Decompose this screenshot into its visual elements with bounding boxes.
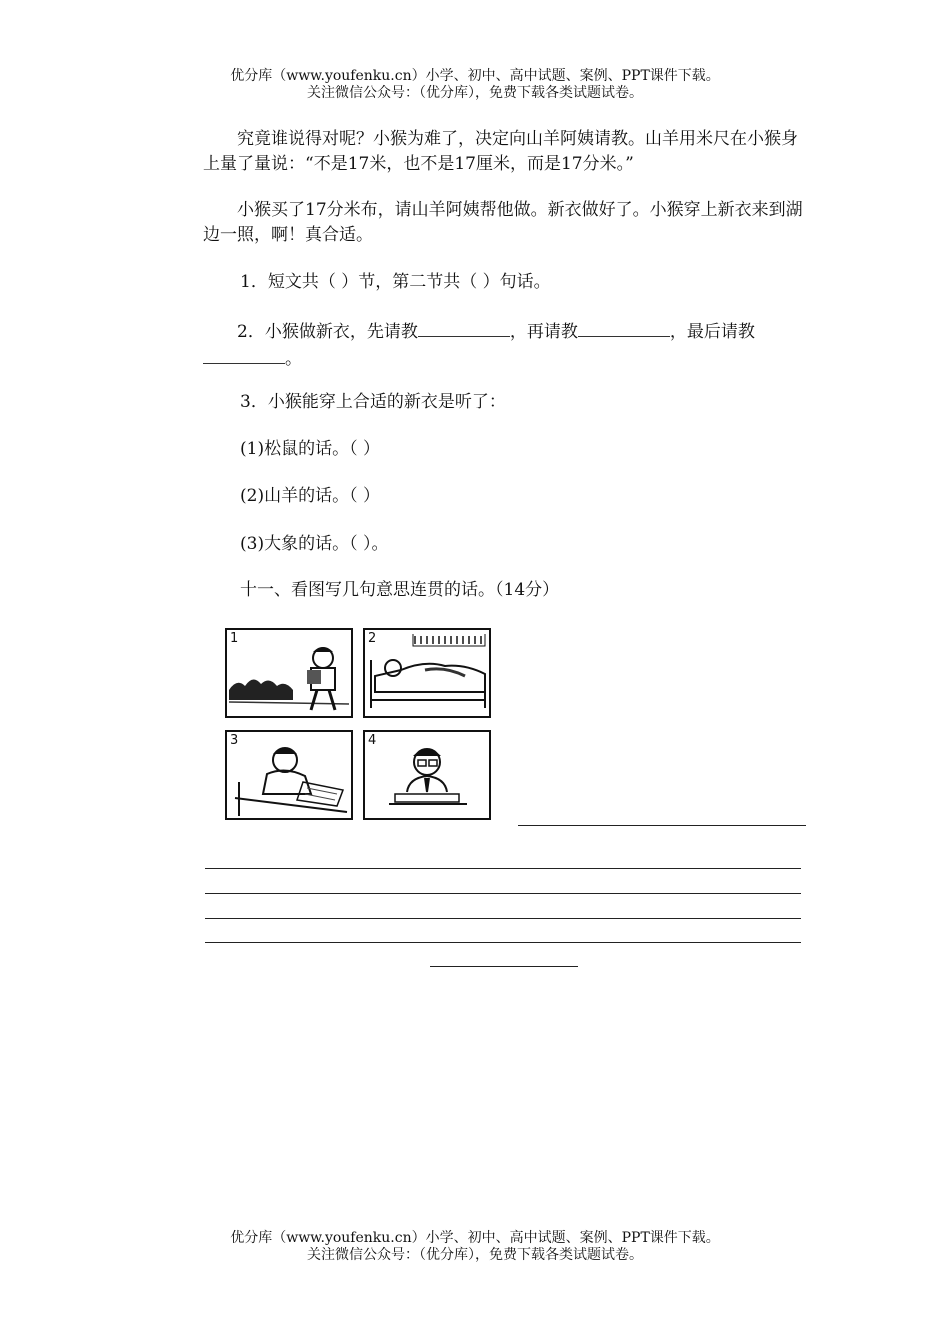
answer-blank-1[interactable] (418, 318, 510, 337)
picture-panel-3 (225, 730, 353, 820)
picture-panel-1 (225, 628, 353, 718)
footer-line-1: 优分库（www.youfenku.cn）小学、初中、高中试题、案例、PPT课件下载。 (230, 1230, 720, 1246)
boy-writing-icon (227, 732, 351, 818)
writing-line-6[interactable] (430, 966, 578, 967)
boy-walking-icon (227, 630, 351, 716)
option-2: (2)山羊的话。（ ） (240, 486, 380, 506)
writing-line-5[interactable] (205, 942, 801, 943)
writing-line-4[interactable] (205, 918, 801, 919)
panel-number-2: 2 (368, 631, 377, 646)
passage-paragraph-2: 小猴买了17分米布，请山羊阿姨帮他做。新衣做好了。小猴穿上新衣来到湖边一照，啊！真合适。 (203, 200, 803, 245)
writing-line-3[interactable] (205, 893, 801, 894)
page-footer (0, 1230, 950, 1264)
panel-number-4: 4 (368, 733, 377, 748)
header-line-1: 优分库（www.youfenku.cn）小学、初中、高中试题、案例、PPT课件下载。 (230, 68, 720, 84)
question-2-part-d: 。 (285, 349, 302, 369)
answer-blank-3[interactable] (203, 345, 285, 364)
footer-line-2: 关注微信公众号：（优分库），免费下载各类试题试卷。 (307, 1247, 643, 1263)
writing-line-1[interactable] (518, 825, 806, 826)
question-2 (203, 318, 807, 372)
page-header (0, 68, 950, 102)
option-1: (1)松鼠的话。（ ） (240, 439, 380, 459)
header-line-2: 关注微信公众号：（优分库），免费下载各类试题试卷。 (307, 85, 643, 101)
panel-number-3: 3 (230, 733, 239, 748)
section-11-title: 十一、看图写几句意思连贯的话。（14分） (240, 580, 560, 600)
question-3: 3．小猴能穿上合适的新衣是听了： (240, 392, 506, 412)
passage-paragraph-1: 究竟谁说得对呢？小猴为难了，决定向山羊阿姨请教。山羊用米尺在小猴身上量了量说：“不是17米，也不是17厘米，而是17分米。” (203, 129, 798, 174)
boy-reading-icon (365, 732, 489, 818)
question-1: 1．短文共（ ）节，第二节共（ ）句话。 (240, 272, 551, 292)
question-2-part-a: 2．小猴做新衣，先请教 (237, 322, 418, 342)
panel-number-1: 1 (230, 631, 239, 646)
question-2-part-c: ，最后请教 (669, 322, 755, 342)
answer-blank-2[interactable] (578, 318, 670, 337)
picture-panel-4 (363, 730, 491, 820)
option-3: (3)大象的话。（ ）。 (240, 534, 389, 554)
question-2-part-b: ，再请教 (509, 322, 578, 342)
boy-in-bed-icon (365, 630, 489, 716)
picture-panel-2 (363, 628, 491, 718)
writing-line-2[interactable] (205, 868, 801, 869)
